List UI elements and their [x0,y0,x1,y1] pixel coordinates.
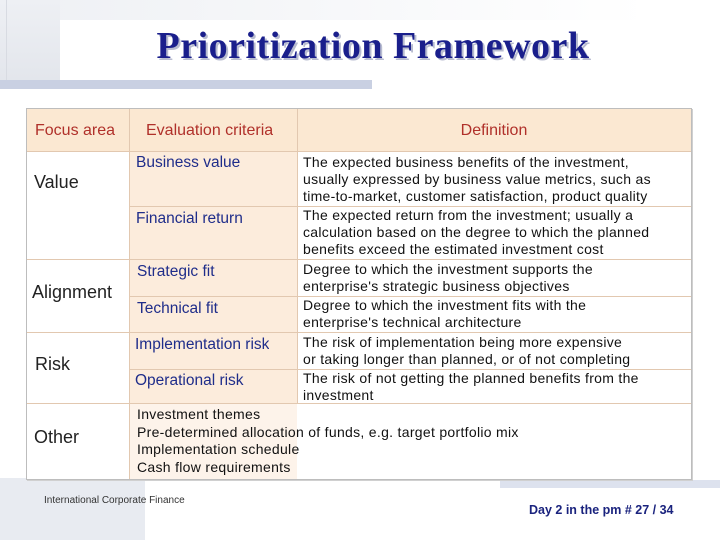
definition-business-value [303,154,651,205]
definition-line: The expected return from the investment; usually a [303,207,634,223]
header-evaluation-criteria: Evaluation criteria [146,122,274,139]
definition-line: usually expressed by business value metrics, such as [303,171,651,187]
other-item: Implementation schedule [137,441,300,457]
criteria-financial-return: Financial return [136,210,243,227]
definition-line: Degree to which the investment supports the [303,261,593,277]
criteria-business-value: Business value [136,154,241,171]
definition-implementation-risk [303,334,630,368]
definition-line: time-to-market, customer satisfaction, product quality [303,188,648,204]
grid-line [297,109,298,403]
criteria-strategic-fit: Strategic fit [137,263,215,280]
decorative-bottom-block [0,478,145,540]
definition-line: enterprise's strategic business objectives [303,278,570,294]
definition-financial-return [303,207,649,258]
definition-line: The risk of implementation being more expensive [303,334,623,350]
grid-line [27,332,691,333]
decorative-top-band [0,0,720,20]
grid-line [129,109,130,479]
other-item: Cash flow requirements [137,458,291,475]
focus-area-other: Other [34,427,80,447]
title-underline-bar [0,80,372,89]
definition-line: The expected business benefits of the investment, [303,154,629,170]
definition-line: enterprise's technical architecture [303,314,522,330]
footer-course-name: International Corporate Finance [44,495,185,506]
grid-line [27,151,691,152]
criteria-implementation-risk: Implementation risk [135,336,270,353]
focus-area-value: Value [34,172,79,192]
header-focus-area: Focus area [35,122,116,139]
definition-line: investment [303,387,374,403]
criteria-technical-fit: Technical fit [137,300,218,317]
definition-technical-fit [303,297,586,331]
definition-line: calculation based on the degree to which the planned [303,224,650,240]
criteria-operational-risk: Operational risk [135,372,244,389]
other-items-list [137,406,519,476]
slide-title: Prioritization Framework [156,25,590,67]
footer-page-number: Day 2 in the pm # 27 / 34 [529,503,674,517]
grid-line [27,259,691,260]
focus-area-alignment: Alignment [32,282,113,302]
definition-line: The risk of not getting the planned benefits from the [303,370,639,386]
focus-area-risk: Risk [35,354,70,374]
prioritization-table [26,108,692,480]
definition-line: Degree to which the investment fits with the [303,297,587,313]
other-item: Pre-determined allocation of funds, e.g. target portfolio mix [137,423,519,440]
decorative-bottom-bar [500,480,720,488]
other-item: Investment themes [137,406,261,422]
definition-line: or taking longer than planned, or of not completing [303,351,631,367]
header-definition: Definition [460,122,528,139]
definition-strategic-fit [303,261,593,295]
definition-operational-risk [303,370,639,404]
definition-line: benefits exceed the estimated investment cost [303,241,604,257]
